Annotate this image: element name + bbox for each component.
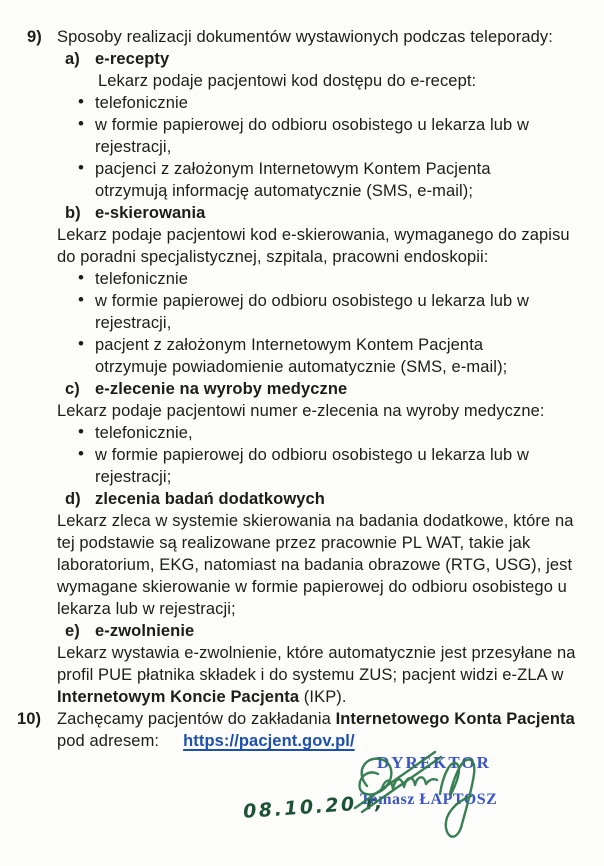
section-b-lead: Lekarz podaje pacjentowi kod e-skierowania, wymaganego do zapisu do poradni specjalistycznej, szpitala, pracowni endoskopii: [57, 226, 570, 266]
section-c-lead: Lekarz podaje pacjentowi numer e-zlecenia na wyroby medyczne: [57, 402, 545, 420]
section-e-lead-bold: Internetowym Koncie Pacjenta [57, 688, 300, 706]
item-10-line1 [57, 708, 585, 730]
bullet-item: • telefonicznie [95, 92, 547, 114]
item-10-text-pre: Zachęcamy pacjentów do zakładania [57, 710, 336, 728]
item-9-intro: Sposoby realizacji dokumentów wystawionych podczas teleporady: [57, 28, 553, 46]
section-e-lead [57, 642, 585, 708]
bullet-item: • telefonicznie [95, 268, 547, 290]
item-9-number: 9) [27, 28, 42, 46]
bullet-item: • w formie papierowej do odbioru osobistego u lekarza lub w rejestracji, [95, 290, 547, 334]
section-c-bullets [57, 422, 585, 488]
item-10-address-label: pod adresem: [57, 732, 160, 750]
section-c-title: e-zlecenie na wyroby medyczne [95, 380, 348, 398]
bullet-item: • w formie papierowej do odbioru osobistego u lekarza lub w rejestracji; [95, 444, 547, 488]
section-b-heading [57, 202, 585, 224]
handwritten-date: 08.10.20 r, [242, 791, 386, 823]
section-a-title: e-recepty [95, 50, 170, 68]
section-b-bullets [57, 268, 585, 378]
list-item-9 [17, 26, 587, 708]
signature-stroke [362, 757, 441, 812]
item-10-text-bold: Internetowego Konta Pacjenta [335, 710, 575, 728]
section-b-letter: b) [65, 204, 81, 222]
bullet-item: • telefonicznie, [95, 422, 547, 444]
document-body [17, 26, 587, 752]
section-c-heading [57, 378, 585, 400]
bullet-item: • w formie papierowej do odbioru osobistego u lekarza lub w rejestracji, [95, 114, 547, 158]
section-e-lead-pre: Lekarz wystawia e-zwolnienie, które automatycznie jest przesyłane na profil PUE płatnika składek i do systemu ZUS; pacjent widzi e-ZLA w [57, 644, 576, 684]
signature-stroke [360, 759, 392, 795]
handwritten-signature [345, 744, 513, 850]
director-stamp-name: Tomasz ŁAPTOSZ [360, 791, 498, 808]
pacjent-gov-link[interactable]: https://pacjent.gov.pl/ [183, 732, 355, 750]
section-c-letter: c) [65, 380, 80, 398]
director-stamp-title: DYREKTOR [377, 753, 491, 772]
bullet-item: • pacjent z założonym Internetowym Kontem Pacjenta otrzymuje powiadomienie automatycznie (SMS, e-mail); [95, 334, 547, 378]
section-e-lead-post: (IKP). [299, 688, 347, 706]
section-e-title: e-zwolnienie [95, 622, 195, 640]
section-d-heading [57, 488, 585, 510]
bullet-item: • pacjenci z założonym Internetowym Kontem Pacjenta otrzymują informację automatycznie (SMS, e-mail); [95, 158, 547, 202]
section-b-title: e-skierowania [95, 204, 206, 222]
section-e-letter: e) [65, 622, 80, 640]
section-e-heading [57, 620, 585, 642]
section-a-heading [57, 48, 585, 70]
section-d-lead: Lekarz zleca w systemie skierowania na badania dodatkowe, które na tej podstawie są realizowane przez pracownie PL WAT, takie jak laboratorium, EKG, natomiast na badania obrazowe (RTG, USG), jest wymagane skierowanie w formie papierowej do odbioru osobistego u lekarza lub w rejestracji; [57, 512, 574, 618]
section-d-title: zlecenia badań dodatkowych [95, 490, 325, 508]
section-a-lead: Lekarz podaje pacjentowi kod dostępu do e-recept: [98, 72, 477, 90]
section-a-letter: a) [65, 50, 80, 68]
signature-stroke [440, 759, 474, 836]
item-10-number: 10) [17, 710, 42, 728]
section-a-bullets [57, 92, 585, 202]
section-d-letter: d) [65, 490, 81, 508]
